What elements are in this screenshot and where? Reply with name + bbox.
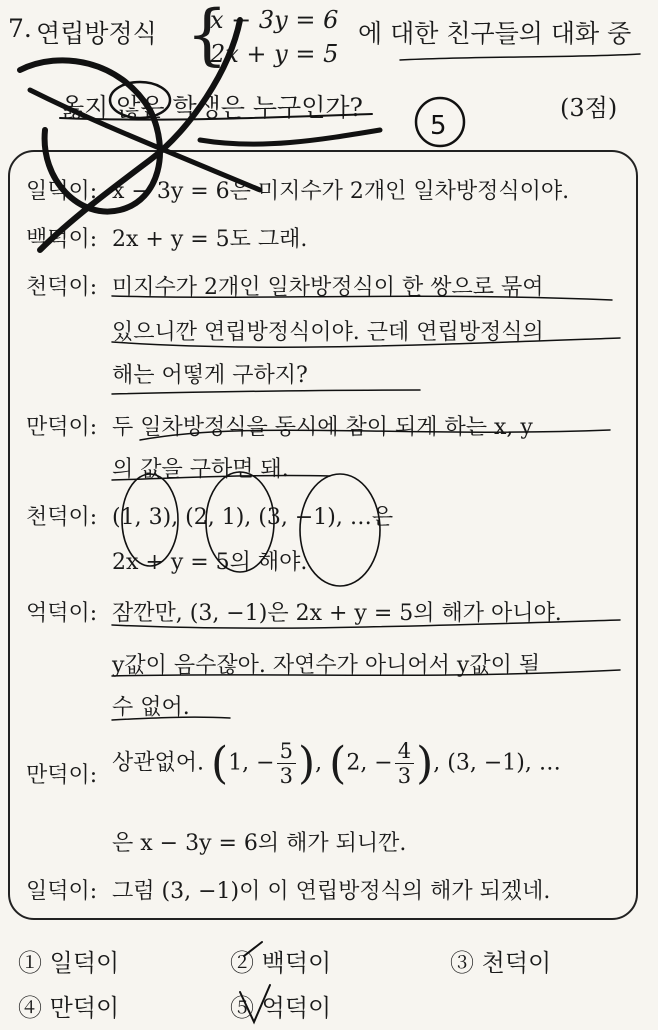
speaker-label: 일덕이:	[26, 179, 98, 204]
speaker-label: 만덕이:	[26, 415, 98, 440]
option-1[interactable]: ① 일덕이	[18, 949, 120, 977]
dialogue-text: 그럼 (3, −1)이 이 연립방정식의 해가 되겠네.	[112, 879, 551, 904]
points-label: (3점)	[560, 94, 618, 122]
fraction: $\frac{4}{3}$	[395, 739, 414, 788]
dialogue-text: 의 값을 구하면 돼.	[112, 457, 289, 482]
dialogue-text: 잠깐만, (3, −1)은 2x + y = 5의 해가 아니야.	[112, 601, 562, 626]
dialogue-text: 상관없어.	[112, 750, 205, 776]
dialogue-text: 2x + y = 5도 그래.	[112, 227, 308, 252]
option-3[interactable]: ③ 천덕이	[450, 949, 552, 977]
dialogue-text: y값이 음수잖아. 자연수가 아니어서 y값이 될	[112, 653, 541, 678]
speaker-label: 천덕이:	[26, 275, 98, 300]
option-4[interactable]: ④ 만덕이	[18, 994, 120, 1022]
question-line2: 옳지 않은 학생은 누구인가?	[60, 93, 363, 122]
pair-prefix: 2, −	[346, 750, 393, 776]
dialogue-text: 미지수가 2개인 일차방정식이 한 쌍으로 묶여	[112, 275, 544, 300]
dialogue-text: 은 x − 3y = 6의 해가 되니깐.	[112, 831, 407, 856]
pair-prefix: 1, −	[228, 750, 275, 776]
dialogue-text: 2x + y = 5의 해야.	[112, 550, 308, 575]
fraction-line: 상관없어. (1, − $\frac{5}{3}$ ), (2, − $\frac{4}{3}$ ), (3, −1), …	[112, 738, 561, 789]
dialogue-text: x − 3y = 6은 미지수가 2개인 일차방정식이야.	[112, 179, 570, 204]
equation-2: 2x + y = 5	[210, 40, 339, 68]
dialogue-text: 있으니깐 연립방정식이야. 근데 연립방정식의	[112, 320, 544, 345]
question-prefix: 연립방정식	[36, 19, 157, 48]
dialogue-text: 두 일차방정식을 동시에 참이 되게 하는 x, y	[112, 415, 533, 440]
system-brace: {	[186, 0, 228, 73]
speaker-label: 천덕이:	[26, 505, 98, 530]
speaker-label: 백덕이:	[26, 227, 98, 252]
speaker-label: 일덕이:	[26, 879, 98, 904]
option-5[interactable]: ⑤ 억덕이	[230, 994, 332, 1022]
dialogue-text: , (3, −1), …	[433, 750, 561, 776]
dialogue-text: 해는 어떻게 구하지?	[112, 363, 308, 388]
question-suffix: 에 대한 친구들의 대화 중	[358, 19, 632, 48]
speaker-label: 억덕이:	[26, 601, 98, 626]
dialogue-text: (1, 3), (2, 1), (3, −1), …은	[112, 505, 394, 530]
fraction: $\frac{5}{3}$	[277, 739, 296, 788]
equation-1: x − 3y = 6	[210, 6, 339, 34]
dialogue-box	[8, 150, 638, 920]
handwritten-answer: 5	[430, 111, 447, 141]
speaker-label: 만덕이:	[26, 763, 98, 788]
option-2[interactable]: ② 백덕이	[230, 949, 332, 977]
dialogue-text: 수 없어.	[112, 695, 190, 720]
question-number: 7.	[8, 14, 32, 43]
